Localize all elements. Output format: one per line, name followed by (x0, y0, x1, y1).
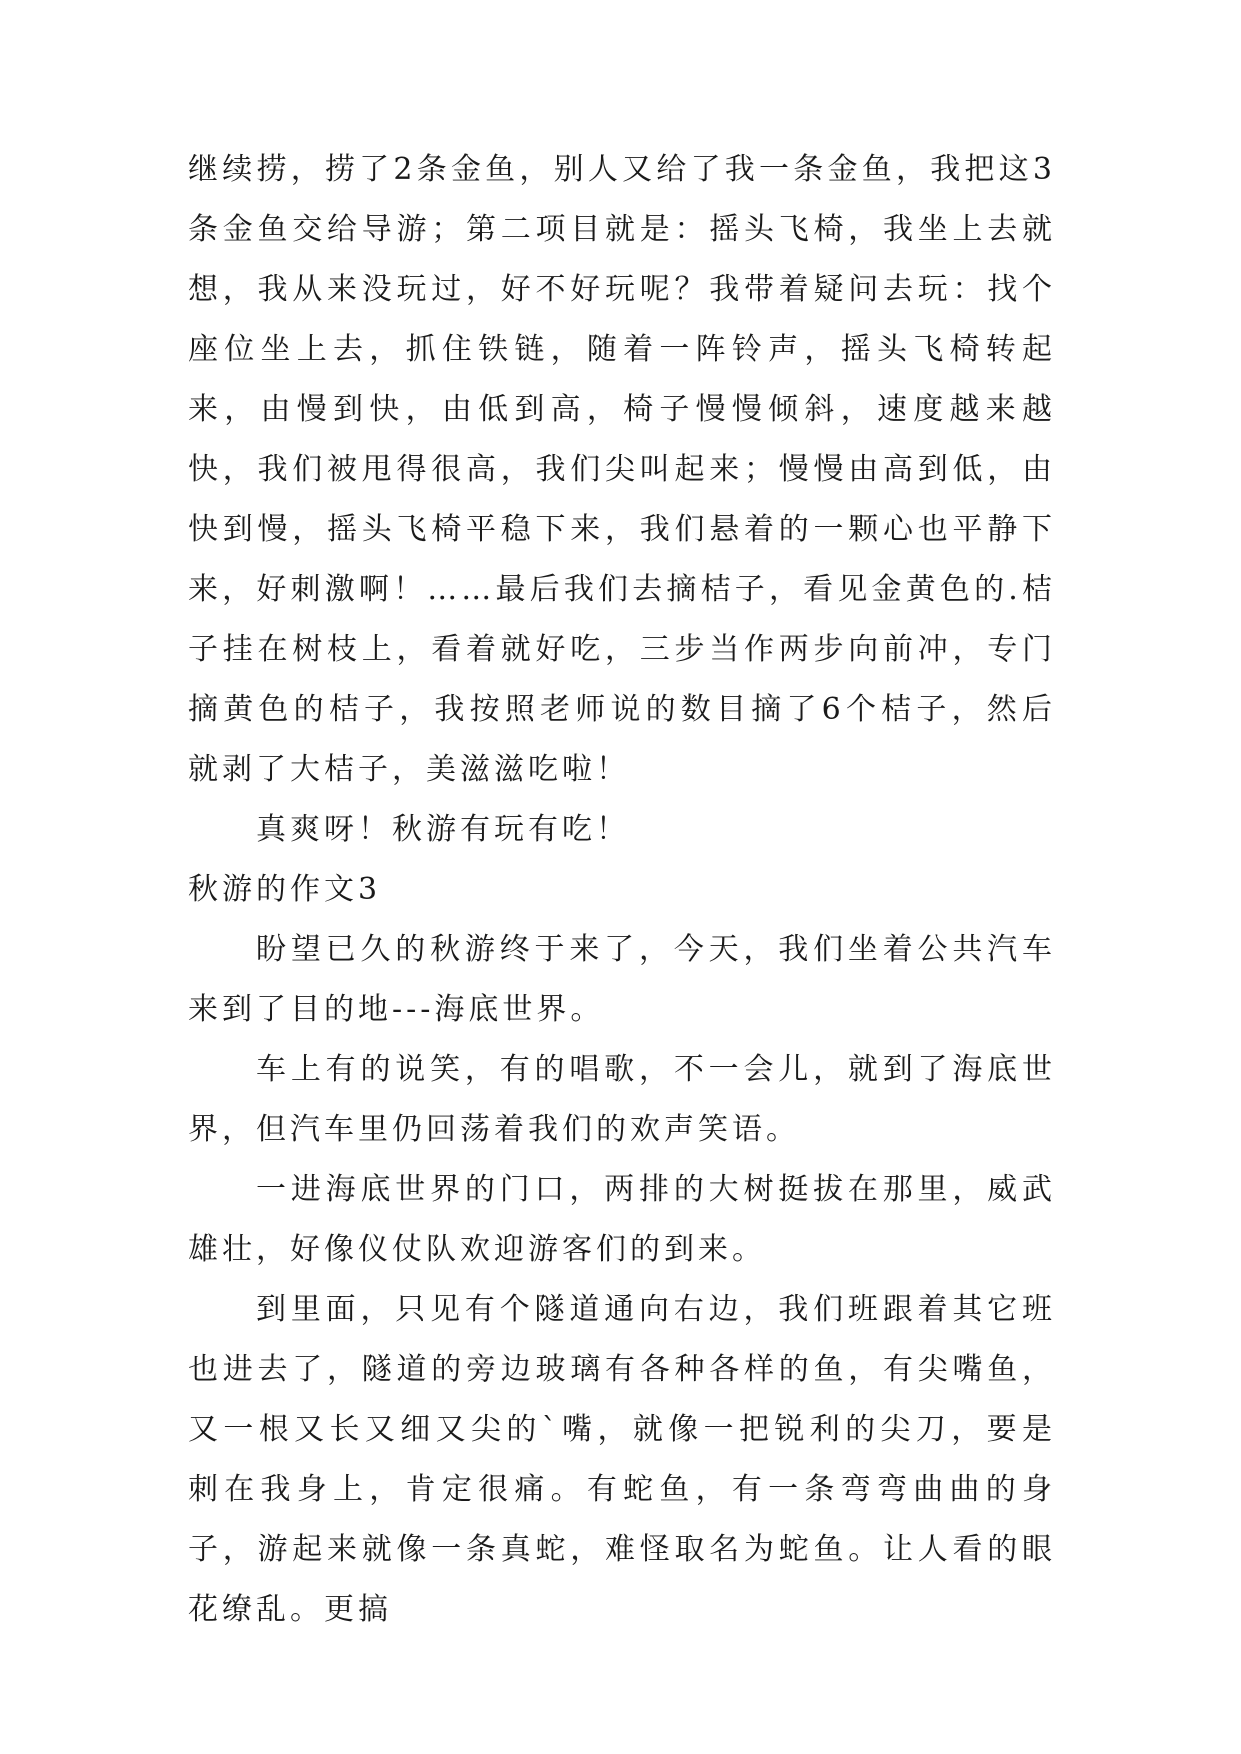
document-page (188, 140, 1056, 1640)
paragraph-goldfish-and-swing: 继续捞，捞了2条金鱼，别人又给了我一条金鱼，我把这3条金鱼交给导游；第二项目就是：摇头飞椅，我坐上去就想，我从来没玩过，好不好玩呢？我带着疑问去玩：找个座位坐上去，抓住铁链，随着一阵铃声，摇头飞椅转起来，由慢到快，由低到高，椅子慢慢倾斜，速度越来越快，我们被甩得很高，我们尖叫起来；慢慢由高到低，由快到慢，摇头飞椅平稳下来，我们悬着的一颗心也平静下来，好刺激啊！……最后我们去摘桔子，看见金黄色的.桔子挂在树枝上，看着就好吃，三步当作两步向前冲，专门摘黄色的桔子，我按照老师说的数目摘了6个桔子，然后就剥了大桔子，美滋滋吃啦！ (188, 152, 1056, 787)
section-title: 秋游的作文3 (188, 872, 382, 907)
paragraph-arrival: 盼望已久的秋游终于来了，今天，我们坐着公共汽车来到了目的地---海底世界。 (188, 932, 1056, 1027)
paragraph-entrance: 一进海底世界的门口，两排的大树挺拔在那里，威武雄壮，好像仪仗队欢迎游客们的到来。 (188, 1172, 1056, 1267)
paragraph-conclusion: 真爽呀！秋游有玩有吃！ (256, 812, 630, 847)
paragraph-tunnel: 到里面，只见有个隧道通向右边，我们班跟着其它班也进去了，隧道的旁边玻璃有各种各样的鱼，有尖嘴鱼，又一根又长又细又尖的`嘴，就像一把锐利的尖刀，要是刺在我身上，肯定很痛。有蛇鱼，有一条弯弯曲曲的身子，游起来就像一条真蛇，难怪取名为蛇鱼。让人看的眼花缭乱。更搞 (188, 1292, 1056, 1627)
paragraph-bus-ride: 车上有的说笑，有的唱歌，不一会儿，就到了海底世界，但汽车里仍回荡着我们的欢声笑语。 (188, 1052, 1056, 1147)
